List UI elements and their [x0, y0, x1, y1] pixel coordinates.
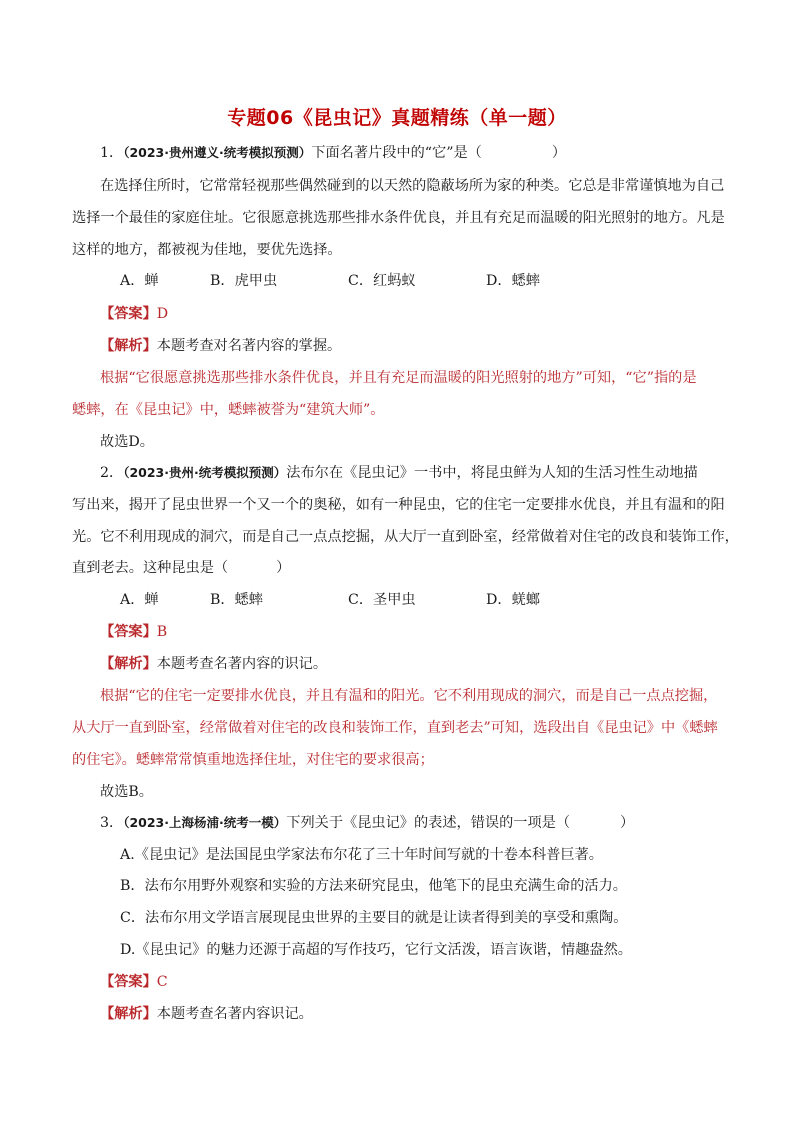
- page-title: 专题06《昆虫记》真题精练（单一题）: [227, 107, 567, 129]
- answer-line: [100, 972, 168, 992]
- answer-label: 【答案】: [100, 624, 157, 640]
- question-1-stem: 1．（2023·贵州遵义·统考模拟预测）下面名著片段中的“它”是（ ）: [100, 145, 567, 161]
- answer-line: [100, 622, 167, 642]
- conclusion: 故选B。: [100, 784, 153, 800]
- analysis-text: 本题考查名著内容识记。: [156, 1006, 313, 1022]
- question-source: （2023·贵州遵义·统考模拟预测）: [123, 145, 312, 160]
- option-b: B．蟋蟀: [210, 592, 263, 608]
- analysis-label: 【解析】: [100, 1006, 157, 1022]
- answer-label: 【答案】: [100, 974, 157, 990]
- passage-line: 这样的地方，都被视为佳地，要优先选择。: [72, 242, 342, 258]
- option-c: C．红蚂蚁: [348, 273, 416, 289]
- option-a: A．蝉: [120, 592, 159, 608]
- analysis-line: [100, 654, 327, 674]
- answer-value: D: [156, 306, 169, 322]
- analysis-detail: 蟋蟀，在《昆虫记》中，蟋蟀被誉为“建筑大师”。: [72, 402, 385, 418]
- analysis-detail: 根据“它很愿意挑选那些排水条件优良，并且有充足而温暖的阳光照射的地方”可知，“它”指的是: [100, 370, 697, 386]
- passage-line: 选择一个最佳的家庭住址。它很愿意挑选那些排水条件优良，并且有充足而温暖的阳光照射的地方。凡是: [72, 210, 725, 226]
- answer-line: [100, 304, 168, 324]
- question-2-stem: [100, 463, 698, 483]
- passage-line: 在选择住所时，它常常轻视那些偶然碰到的以天然的隐蔽场所为家的种类。它总是非常谨慎地为自己: [100, 178, 725, 194]
- question-stem: 下面名著片段中的“它”是（: [311, 145, 482, 161]
- option-a: A.《昆虫记》是法国昆虫学家法布尔花了三十年时间写就的十卷本科普巨著。: [120, 847, 603, 863]
- answer-value: B: [156, 624, 168, 640]
- question-stem: 下列关于《昆虫记》的表述，错误的一项是（: [286, 815, 571, 831]
- analysis-text: 本题考查对名著内容的掌握。: [156, 338, 342, 354]
- option-c: C．法布尔用文学语言展现昆虫世界的主要目的就是让读者得到美的享受和熏陶。: [120, 910, 628, 926]
- analysis-label: 【解析】: [100, 338, 157, 354]
- option-b: B．虎甲虫: [210, 273, 278, 289]
- analysis-line: [100, 1004, 313, 1024]
- question-source: （2023·上海杨浦·统考一模）: [123, 815, 287, 830]
- conclusion: 故选D。: [100, 434, 154, 450]
- analysis-label: 【解析】: [100, 656, 157, 672]
- question-stem-line: 直到老去。这种昆虫是（ ）: [72, 560, 291, 576]
- question-stem-line: 光。它不利用现成的洞穴，而是自己一点点挖掘，从大厅一直到卧室，经常做着对住宅的改良和装饰工作，: [72, 529, 739, 545]
- question-stem-line: 写出来，揭开了昆虫世界一个又一个的奥秘，如有一种昆虫，它的住宅一定要排水优良，并且有温和的阳: [72, 497, 725, 513]
- option-a: A．蝉: [120, 273, 159, 289]
- question-number: 3．: [100, 815, 124, 831]
- analysis-detail: 根据“它的住宅一定要排水优良，并且有温和的阳光。它不利用现成的洞穴，而是自己一点点挖掘，: [100, 688, 718, 704]
- option-d: D．蜣螂: [486, 592, 540, 608]
- option-b: B．法布尔用野外观察和实验的方法来研究昆虫，他笔下的昆虫充满生命的活力。: [120, 878, 627, 894]
- question-number: 2．: [100, 465, 124, 481]
- question-source: （2023·贵州·统考模拟预测）: [123, 465, 287, 480]
- answer-label: 【答案】: [100, 306, 157, 322]
- analysis-detail: 的住宅》。蟋蟀常常慎重地选择住址，对住宅的要求很高；: [72, 752, 434, 768]
- option-d: D.《昆虫记》的魅力还源于高超的写作技巧，它行文活泼，语言诙谐，情趣盎然。: [120, 942, 632, 958]
- analysis-text: 本题考查名著内容的识记。: [156, 656, 328, 672]
- option-c: C．圣甲虫: [348, 592, 416, 608]
- question-stem: 法布尔在《昆虫记》一书中，将昆虫鲜为人知的生活习性生动地描: [286, 465, 698, 481]
- answer-value: C: [156, 974, 168, 990]
- question-3-stem: 3．（2023·上海杨浦·统考一模）下列关于《昆虫记》的表述，错误的一项是（ ）: [100, 815, 635, 831]
- analysis-line: [100, 336, 341, 356]
- analysis-detail: 从大厅一直到卧室，经常做着对住宅的改良和装饰工作，直到老去”可知，选段出自《昆虫记》中《蟋蟀: [72, 720, 718, 736]
- question-number: 1．: [100, 145, 124, 161]
- option-d: D．蟋蟀: [486, 273, 540, 289]
